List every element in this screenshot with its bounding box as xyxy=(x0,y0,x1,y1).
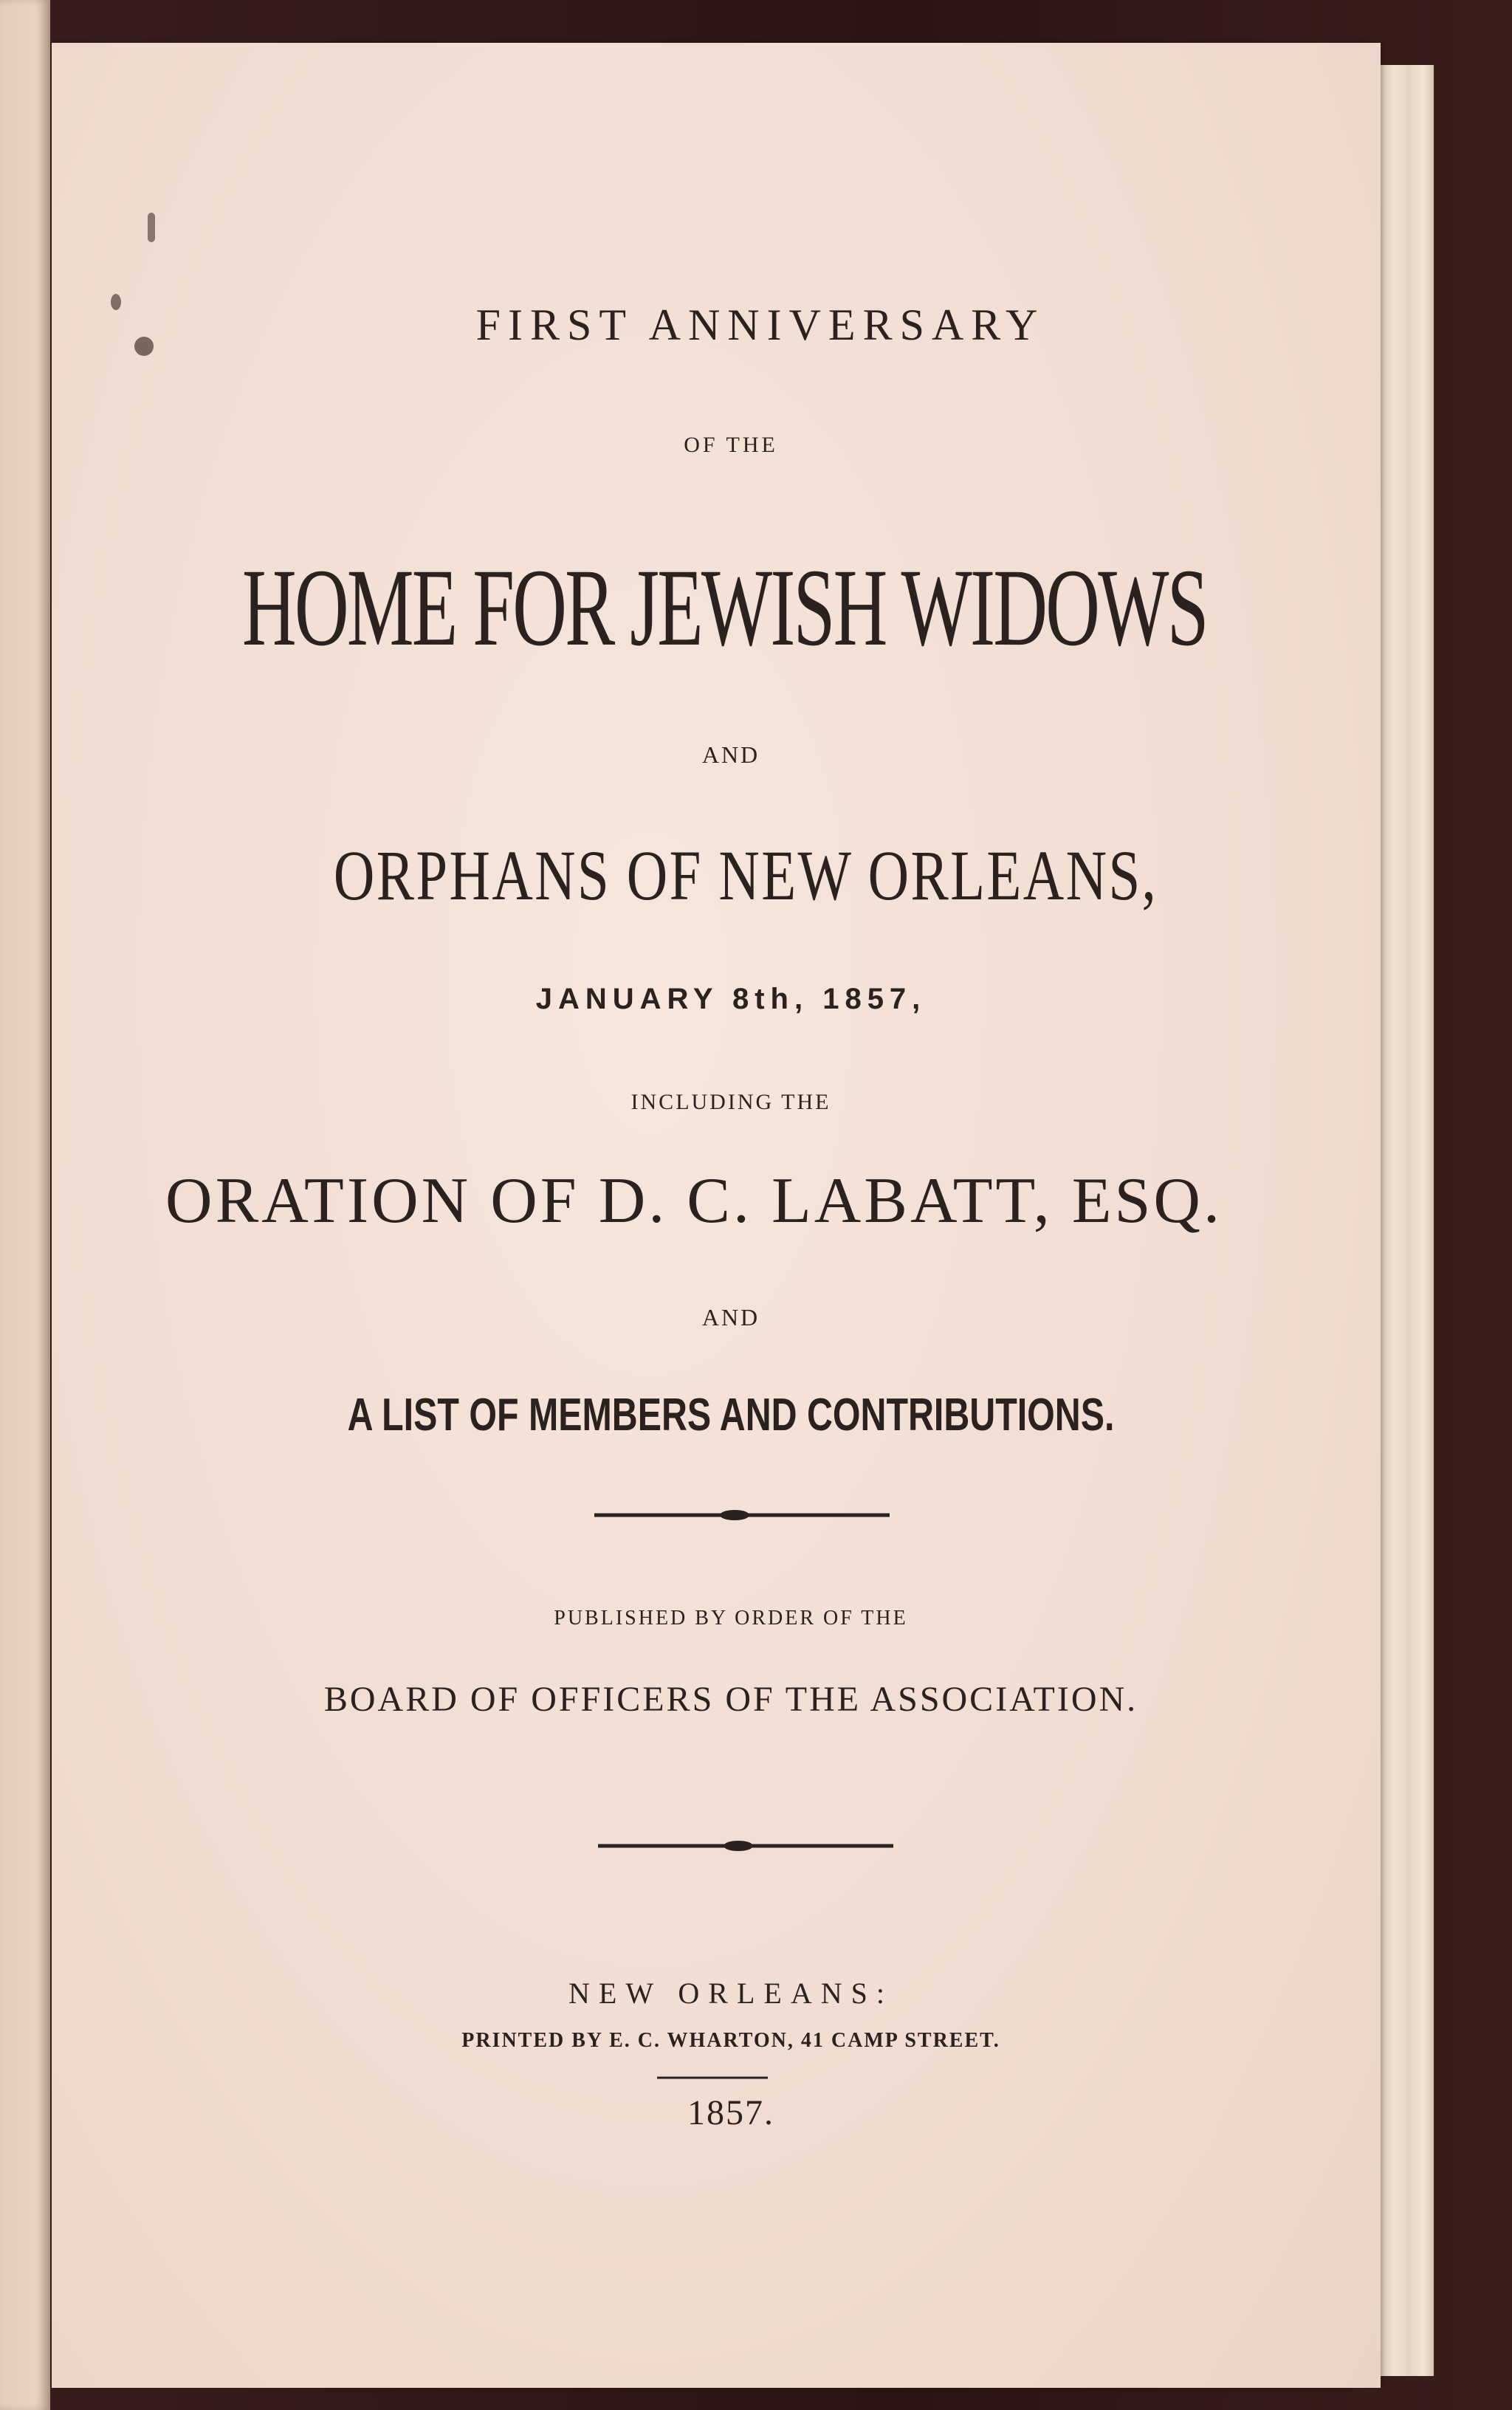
title-line-members: A LIST OF MEMBERS AND CONTRIBUTIONS. xyxy=(347,1390,1115,1441)
published-by-line: PUBLISHED BY ORDER OF THE xyxy=(554,1607,908,1630)
title-line-orphans: ORPHANS OF NEW ORLEANS, xyxy=(333,836,1158,915)
title-line-including: INCLUDING THE xyxy=(630,1090,831,1114)
title-line-first-anniversary: FIRST ANNIVERSARY xyxy=(475,301,1045,349)
title-line-oration: ORATION OF D. C. LABATT, ESQ. xyxy=(165,1165,1223,1237)
title-page xyxy=(52,43,1381,2388)
page-edges xyxy=(1381,65,1434,2376)
title-line-of-the: OF THE xyxy=(684,433,778,457)
ornamental-rule xyxy=(52,1839,1381,1853)
foxing-spot xyxy=(148,213,155,242)
imprint-printer: PRINTED BY E. C. WHARTON, 41 CAMP STREET. xyxy=(461,2029,1000,2052)
imprint-rule xyxy=(52,2070,1381,2085)
ornamental-rule xyxy=(52,1508,1381,1522)
title-line-and: AND xyxy=(701,741,760,768)
board-of-officers-line: BOARD OF OFFICERS OF THE ASSOCIATION. xyxy=(323,1680,1138,1719)
title-line-date: JANUARY 8th, 1857, xyxy=(535,983,927,1015)
title-line-main: HOME FOR JEWISH WIDOWS xyxy=(242,546,1207,669)
imprint-year: 1857. xyxy=(687,2093,774,2132)
title-line-and-2: AND xyxy=(701,1304,760,1331)
imprint-city: NEW ORLEANS: xyxy=(568,1977,893,2010)
